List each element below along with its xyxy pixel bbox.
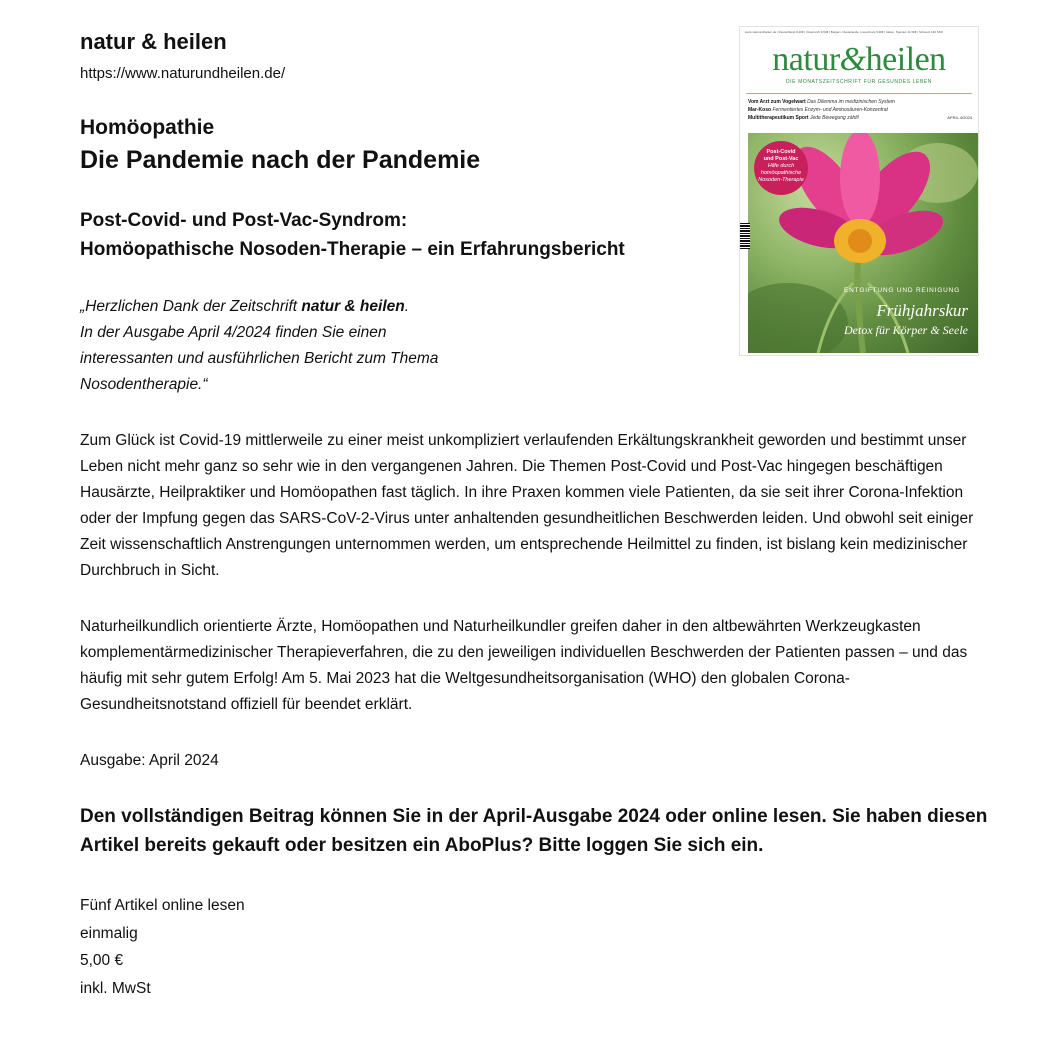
cover-divider <box>746 93 972 94</box>
paywall-message: Den vollständigen Beitrag können Sie in der April-Ausgabe 2024 oder online lesen. Sie haben diesen Artikel bereits gekauft oder besitzen ein AboPlus? Bitte loggen Sie sich ein. <box>80 806 988 856</box>
cover-topline: www.naturundheilen.de | Deutschland 9,20€ | Österreich 9,50€ | Belgien, Niederlande, Luxemburg 9,90€ | Italien, Spanien 11,50€ | Schweiz 14€ SFR <box>745 30 943 34</box>
offer-frequency: einmalig <box>80 924 138 942</box>
thank-you-quote <box>80 294 500 398</box>
article-headline: Die Pandemie nach der Pandemie <box>80 146 481 174</box>
offer-box[interactable] <box>80 892 1020 1002</box>
cover-logo-amp: & <box>839 41 866 78</box>
cover-teasers <box>740 98 978 122</box>
quote-magazine-name: natur & heilen <box>301 298 405 315</box>
quote-line-2: In der Ausgabe April 4/2024 finden Sie einen <box>80 324 387 341</box>
offer-tax-note: inkl. MwSt <box>80 979 151 997</box>
subtitle-line-1: Post-Covid- und Post-Vac-Syndrom: <box>80 210 408 231</box>
cover-subtitle: Detox für Körper & Seele <box>844 323 968 337</box>
cover-badge <box>754 141 808 195</box>
teaser-1-title: Vom Arzt zum Vogelwart <box>748 99 806 105</box>
offer-price: 5,00 € <box>80 952 124 969</box>
teaser-1-text: Das Dilemma im medizinischen System <box>805 99 895 105</box>
barcode-icon <box>740 223 750 249</box>
issue-label: Ausgabe: April 2024 <box>80 752 219 769</box>
site-name: natur & heilen <box>80 29 227 54</box>
cover-logo <box>740 42 978 78</box>
cover-kicker: ENTGIFTUNG UND REINIGUNG <box>844 287 960 294</box>
badge-line-2: und Post-Vac <box>763 156 799 162</box>
site-url[interactable]: https://www.naturundheilen.de/ <box>80 65 286 82</box>
article-category: Homöopathie <box>80 116 215 139</box>
quote-prefix: „Herzlichen Dank der Zeitschrift <box>80 298 302 315</box>
magazine-cover-image <box>739 26 979 356</box>
quote-line-4: Nosodentherapie.“ <box>80 376 208 393</box>
article-paragraph-2: Naturheilkundlich orientierte Ärzte, Homöopathen und Naturheilkundler greifen daher in den altbewährten Werkzeugkasten komplementärmedizinischer Therapieverfahren, die zu den jeweiligen individuellen Beschwerden der Patienten passen – und das häufig mit sehr gutem Erfolg! Am 5. Mai 2023 hat die Weltgesundheitsorganisation (WHO) den globalen Corona-Gesundheitsnotstand offiziell für beendet erklärt. <box>80 618 968 713</box>
teaser-3-title: Multitherapeutikum Sport <box>748 115 809 121</box>
teaser-3-text: Jede Bewegung zählt! <box>808 115 860 121</box>
teaser-2-title: Mar-Koso <box>748 107 772 113</box>
badge-subtext: Hilfe durch homöopathische Nosoden-Therapie <box>758 163 804 183</box>
cover-photo-pasque-flower <box>748 133 978 353</box>
badge-line-1: Post-Covid <box>766 149 796 155</box>
cover-title: Frühjahrskur <box>876 301 968 320</box>
cover-issue: APRIL 4/2024 <box>947 115 972 120</box>
quote-line-3: interessanten und ausführlichen Bericht zum Thema <box>80 350 439 367</box>
cover-tagline: DIE MONATSZEITSCHRIFT FÜR GESUNDES LEBEN <box>785 79 933 85</box>
article-subtitle <box>80 206 720 264</box>
teaser-2-text: Fermentiertes Enzym- und Aminosäuren-Konzentrat <box>771 107 888 113</box>
offer-title[interactable]: Fünf Artikel online lesen <box>80 897 245 914</box>
cover-logo-right: heilen <box>865 41 946 78</box>
quote-dot: . <box>404 298 410 315</box>
subtitle-line-2: Homöopathische Nosoden-Therapie – ein Erfahrungsbericht <box>80 239 625 260</box>
cover-logo-left: natur <box>772 41 840 78</box>
article-paragraph-1: Zum Glück ist Covid-19 mittlerweile zu einer meist unkompliziert verlaufenden Erkältungskrankheit geworden und bestimmt unser Leben nicht mehr ganz so sehr wie in den vergangenen Jahren. Die Themen Post-Covid und Post-Vac hingegen beschäftigen Hausärzte, Heilpraktiker und Homöopathen fast täglich. In ihre Praxen kommen viele Patienten, da sie seit ihrer Corona-Infektion oder der Impfung gegen das SARS-CoV-2-Virus unter anhaltenden gesundheitlichen Beschwerden leiden. Und obwohl seit einiger Zeit wissenschaftlich Anstrengungen unternommen werden, um entsprechende Heilmittel zu finden, ist bislang kein medizinischer Durchbruch in Sicht. <box>80 432 974 579</box>
